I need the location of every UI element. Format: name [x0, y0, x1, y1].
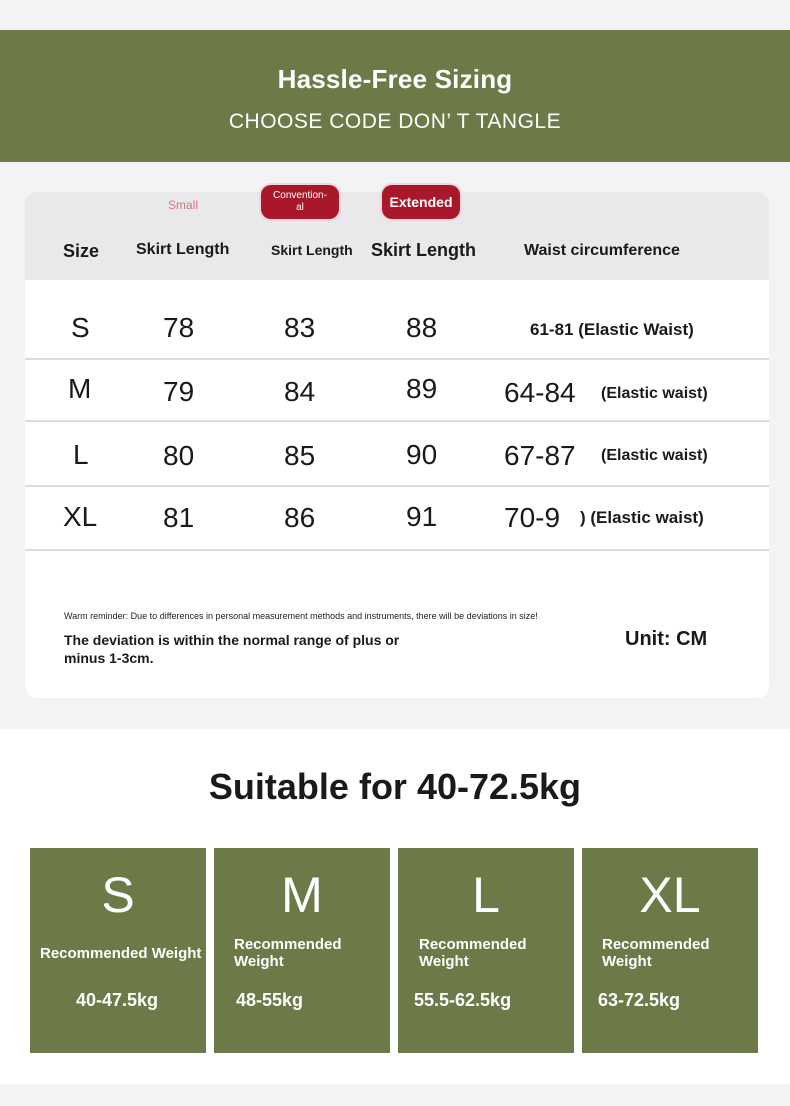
weight-card-s [30, 848, 206, 1053]
row-skirt-length-conventional: 83 [284, 312, 316, 343]
column-header-skirt-length-small: Skirt Length [136, 241, 230, 258]
weight-card-size: L [472, 867, 500, 923]
column-header-waist: Waist circumference [524, 242, 680, 259]
column-header-size: Size [63, 241, 100, 261]
column-header-skirt-length-conventional: Skirt Length [271, 242, 353, 258]
weight-card-m [214, 848, 390, 1053]
badge-small: Small [167, 198, 198, 212]
weight-card-value: 48-55kg [236, 990, 304, 1010]
row-divider [25, 358, 769, 360]
row-divider [25, 485, 769, 487]
row-waist-note: (Elastic waist) [601, 447, 708, 464]
row-waist-note: 61-81 (Elastic Waist) [530, 320, 694, 339]
row-divider [25, 549, 769, 551]
badge-extended: Extended [382, 185, 460, 219]
row-waist-range: 64-84 [504, 377, 576, 408]
row-size: S [71, 312, 90, 343]
weight-card-label: Recommended Weight [419, 936, 527, 970]
weight-card-value: 55.5-62.5kg [414, 990, 512, 1010]
row-skirt-length-extended: 91 [406, 501, 438, 532]
row-divider [25, 420, 769, 422]
header-banner [0, 30, 790, 162]
weight-card-xl [582, 848, 758, 1053]
deviation-note: The deviation is within the normal range of plus or minus 1-3cm. [64, 632, 400, 666]
unit-label: Unit: CM [625, 628, 708, 650]
row-waist-range: 70-9 [504, 502, 561, 533]
row-skirt-length-extended: 90 [406, 439, 438, 470]
row-waist-note: ) (Elastic waist) [580, 508, 704, 527]
warm-reminder: Warm reminder: Due to differences in personal measurement methods and instruments, there will be deviations in size! [64, 611, 538, 621]
row-skirt-length-small: 81 [163, 502, 195, 533]
row-size: M [68, 373, 92, 404]
weight-card-value: 63-72.5kg [598, 990, 681, 1010]
weight-card-size: XL [639, 867, 701, 923]
row-skirt-length-extended: 88 [406, 312, 438, 343]
size-table-card [25, 192, 769, 698]
row-skirt-length-small: 78 [163, 312, 195, 343]
weight-card-label: Recommended Weight [234, 936, 342, 970]
row-waist-range: 67-87 [504, 440, 576, 471]
row-skirt-length-conventional: 84 [284, 376, 316, 407]
row-skirt-length-conventional: 85 [284, 440, 316, 471]
row-waist-note: (Elastic waist) [601, 385, 708, 402]
weight-section-title: Suitable for 40-72.5kg [208, 766, 582, 807]
weight-card-size: M [281, 867, 323, 923]
row-size: L [73, 439, 89, 470]
weight-card-value: 40-47.5kg [76, 990, 159, 1010]
row-skirt-length-small: 80 [163, 440, 195, 471]
weight-card-l [398, 848, 574, 1053]
weight-card-label: Recommended Weight [602, 936, 710, 970]
row-size: XL [63, 501, 98, 532]
badge-conventional: Convention- al [261, 185, 339, 219]
weight-card-label: Recommended Weight [40, 945, 202, 962]
row-skirt-length-small: 79 [163, 376, 195, 407]
page-subtitle: CHOOSE CODE DON’ T TANGLE [228, 110, 562, 133]
page-title: Hassle-Free Sizing [277, 64, 513, 94]
row-skirt-length-conventional: 86 [284, 502, 316, 533]
column-header-skirt-length-extended: Skirt Length [371, 240, 477, 260]
weight-card-size: S [101, 867, 135, 923]
row-skirt-length-extended: 89 [406, 373, 438, 404]
